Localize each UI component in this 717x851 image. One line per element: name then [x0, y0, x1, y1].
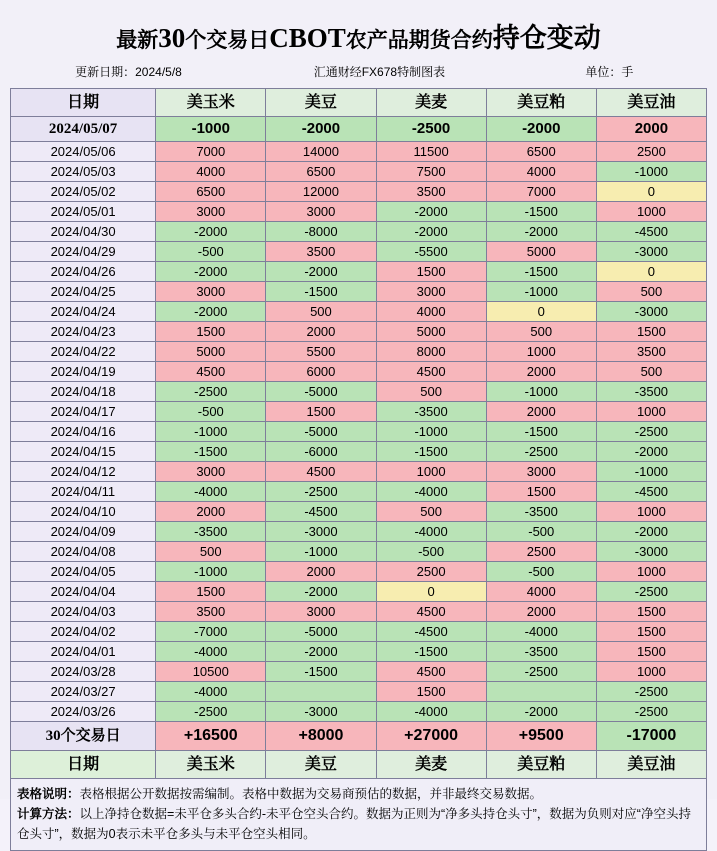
row-value: 1500 — [596, 622, 706, 642]
row-value: -2000 — [266, 262, 376, 282]
row-value: 2000 — [266, 562, 376, 582]
row-date: 2024/04/23 — [11, 322, 156, 342]
row-value: -3000 — [266, 702, 376, 722]
row-value: -5000 — [266, 422, 376, 442]
row-value: 1500 — [266, 402, 376, 422]
row-value — [266, 682, 376, 702]
row-value: -1000 — [596, 462, 706, 482]
row-value: -500 — [486, 562, 596, 582]
row-value: -2000 — [266, 642, 376, 662]
row-value: -3000 — [266, 522, 376, 542]
row-date: 2024/04/19 — [11, 362, 156, 382]
title-part-6: 期货合约 — [408, 28, 493, 52]
row-value: -4500 — [596, 482, 706, 502]
title-part-3: 个交易日 — [185, 28, 270, 52]
row-date: 2024/04/03 — [11, 602, 156, 622]
row-value: 4000 — [156, 162, 266, 182]
row-value: 4500 — [266, 462, 376, 482]
row-value: -1500 — [156, 442, 266, 462]
row-value: -2500 — [596, 582, 706, 602]
row-value: -6000 — [266, 442, 376, 462]
row-value: -2000 — [156, 302, 266, 322]
row-value: 3000 — [156, 202, 266, 222]
update-date: 更新日期：2024/5/8 — [75, 65, 182, 79]
row-value: -2000 — [486, 117, 596, 142]
table-header-row — [11, 89, 707, 117]
row-value: 5500 — [266, 342, 376, 362]
row-value: -3500 — [486, 642, 596, 662]
row-value: 3500 — [376, 182, 486, 202]
table-row — [11, 242, 707, 262]
row-value: 1000 — [596, 662, 706, 682]
table-body — [11, 89, 707, 779]
row-value: 500 — [156, 542, 266, 562]
table-row — [11, 482, 707, 502]
row-value: 5000 — [156, 342, 266, 362]
row-value: 500 — [486, 322, 596, 342]
row-date: 2024/04/02 — [11, 622, 156, 642]
table-row — [11, 322, 707, 342]
sub-header-bar — [10, 61, 707, 88]
row-value: 4000 — [376, 302, 486, 322]
row-value: -4000 — [486, 622, 596, 642]
footer-column-header: 美麦 — [376, 751, 486, 779]
row-value: 7000 — [486, 182, 596, 202]
row-value: -2000 — [156, 222, 266, 242]
row-value: 0 — [376, 582, 486, 602]
row-value: -1500 — [376, 642, 486, 662]
row-value: -2500 — [596, 422, 706, 442]
footer-column-header: 美豆油 — [596, 751, 706, 779]
title-part-7: 持仓变动 — [492, 23, 601, 53]
footer-column-header: 美玉米 — [156, 751, 266, 779]
row-date: 2024/04/01 — [11, 642, 156, 662]
row-value: -1000 — [156, 562, 266, 582]
row-value: -2500 — [486, 662, 596, 682]
row-value: 6500 — [156, 182, 266, 202]
row-value: -7000 — [156, 622, 266, 642]
row-value: -2000 — [376, 222, 486, 242]
row-value: 2000 — [486, 402, 596, 422]
row-date: 2024/04/15 — [11, 442, 156, 462]
row-date: 2024/04/24 — [11, 302, 156, 322]
footer-column-header: 日期 — [11, 751, 156, 779]
row-value: 3500 — [596, 342, 706, 362]
row-value: 1500 — [156, 582, 266, 602]
row-value: -1500 — [266, 662, 376, 682]
table-row — [11, 362, 707, 382]
row-value: 11500 — [376, 142, 486, 162]
row-value: 1500 — [376, 262, 486, 282]
row-value: -4000 — [156, 642, 266, 662]
row-date: 2024/04/05 — [11, 562, 156, 582]
row-value: 2500 — [486, 542, 596, 562]
row-value: -3000 — [596, 542, 706, 562]
table-row — [11, 162, 707, 182]
row-value: -500 — [376, 542, 486, 562]
row-date: 2024/05/06 — [11, 142, 156, 162]
row-value: 3000 — [266, 602, 376, 622]
row-value: 1500 — [596, 602, 706, 622]
row-date: 2024/03/27 — [11, 682, 156, 702]
row-value: -1500 — [486, 202, 596, 222]
row-value: 1000 — [376, 462, 486, 482]
row-date: 2024/04/12 — [11, 462, 156, 482]
total-row — [11, 722, 707, 751]
table-row — [11, 602, 707, 622]
row-value: 5000 — [376, 322, 486, 342]
table-row — [11, 542, 707, 562]
table-row — [11, 622, 707, 642]
row-value: -500 — [486, 522, 596, 542]
row-value: -2500 — [376, 117, 486, 142]
positions-table — [10, 88, 707, 779]
row-value: -4000 — [156, 682, 266, 702]
table-footer-row — [11, 751, 707, 779]
total-value: +27000 — [376, 722, 486, 751]
unit-label: 单位：手 — [585, 65, 634, 79]
row-value: -4500 — [596, 222, 706, 242]
row-date: 2024/05/02 — [11, 182, 156, 202]
table-row — [11, 117, 707, 142]
row-value: -3500 — [486, 502, 596, 522]
row-value: -1000 — [376, 422, 486, 442]
row-value: 10500 — [156, 662, 266, 682]
row-value: -1000 — [156, 117, 266, 142]
row-date: 2024/04/30 — [11, 222, 156, 242]
row-value: 4500 — [376, 602, 486, 622]
row-value: 500 — [376, 382, 486, 402]
title-part-1: 最新 — [116, 28, 159, 52]
row-value: 0 — [596, 182, 706, 202]
row-date: 2024/04/18 — [11, 382, 156, 402]
row-value: -2000 — [266, 582, 376, 602]
table-row — [11, 202, 707, 222]
row-value: -5000 — [266, 382, 376, 402]
footer-column-header: 美豆 — [266, 751, 376, 779]
total-value: +16500 — [156, 722, 266, 751]
row-date: 2024/04/22 — [11, 342, 156, 362]
row-value: 1000 — [596, 402, 706, 422]
table-row — [11, 582, 707, 602]
row-value — [486, 682, 596, 702]
row-value: 2500 — [376, 562, 486, 582]
row-date: 2024/04/11 — [11, 482, 156, 502]
row-value: -4000 — [376, 522, 486, 542]
title-part-4: CBOT — [269, 23, 346, 53]
row-date: 2024/03/26 — [11, 702, 156, 722]
row-value: 2000 — [596, 117, 706, 142]
row-value: -4500 — [266, 502, 376, 522]
row-value: 2000 — [156, 502, 266, 522]
row-value: -3500 — [156, 522, 266, 542]
row-value: -2500 — [596, 682, 706, 702]
row-value: -1000 — [596, 162, 706, 182]
row-value: 1500 — [596, 642, 706, 662]
row-value: 4000 — [486, 162, 596, 182]
table-row — [11, 422, 707, 442]
row-value: 12000 — [266, 182, 376, 202]
row-value: 500 — [596, 282, 706, 302]
row-value: -2000 — [266, 117, 376, 142]
row-value: 1000 — [596, 562, 706, 582]
row-value: -500 — [156, 402, 266, 422]
row-value: -3500 — [376, 402, 486, 422]
table-row — [11, 442, 707, 462]
row-date: 2024/04/29 — [11, 242, 156, 262]
table-row — [11, 402, 707, 422]
row-value: -2500 — [266, 482, 376, 502]
row-value: 1500 — [376, 682, 486, 702]
row-value: 500 — [376, 502, 486, 522]
row-value: -2000 — [486, 222, 596, 242]
table-row — [11, 382, 707, 402]
notes-line-1-label: 表格说明： — [17, 787, 80, 801]
title-part-2: 30 — [158, 23, 186, 53]
row-value: 3000 — [266, 202, 376, 222]
row-value: -3000 — [596, 242, 706, 262]
row-date: 2024/04/09 — [11, 522, 156, 542]
row-date: 2024/04/25 — [11, 282, 156, 302]
row-value: 3500 — [156, 602, 266, 622]
row-value: 1000 — [596, 202, 706, 222]
row-date: 2024/03/28 — [11, 662, 156, 682]
row-value: -3500 — [596, 382, 706, 402]
row-value: -4000 — [156, 482, 266, 502]
row-value: -1500 — [376, 442, 486, 462]
row-value: -3000 — [596, 302, 706, 322]
table-row — [11, 342, 707, 362]
row-value: 4500 — [376, 362, 486, 382]
row-value: 1000 — [596, 502, 706, 522]
row-value: -2000 — [596, 442, 706, 462]
page-title — [10, 8, 707, 61]
row-value: 1500 — [486, 482, 596, 502]
row-value: -2500 — [596, 702, 706, 722]
table-row — [11, 302, 707, 322]
row-value: 0 — [596, 262, 706, 282]
row-value: -2000 — [156, 262, 266, 282]
row-value: 1000 — [486, 342, 596, 362]
column-header: 美玉米 — [156, 89, 266, 117]
title-part-5: 农产品 — [345, 28, 409, 52]
row-value: 500 — [266, 302, 376, 322]
table-row — [11, 642, 707, 662]
row-value: 5000 — [486, 242, 596, 262]
row-date: 2024/05/07 — [11, 117, 156, 142]
table-row — [11, 662, 707, 682]
row-value: 8000 — [376, 342, 486, 362]
column-header: 美豆 — [266, 89, 376, 117]
row-value: -4500 — [376, 622, 486, 642]
row-value: -1000 — [486, 382, 596, 402]
column-header: 美豆油 — [596, 89, 706, 117]
row-date: 2024/04/17 — [11, 402, 156, 422]
row-value: 500 — [596, 362, 706, 382]
row-value: 6500 — [486, 142, 596, 162]
row-value: 0 — [486, 302, 596, 322]
row-value: 6000 — [266, 362, 376, 382]
row-value: 4000 — [486, 582, 596, 602]
table-row — [11, 682, 707, 702]
row-value: 7000 — [156, 142, 266, 162]
table-row — [11, 262, 707, 282]
table-row — [11, 142, 707, 162]
row-value: -2500 — [486, 442, 596, 462]
row-date: 2024/05/01 — [11, 202, 156, 222]
row-value: -1000 — [266, 542, 376, 562]
row-value: 14000 — [266, 142, 376, 162]
table-row — [11, 502, 707, 522]
row-value: -1000 — [486, 282, 596, 302]
row-value: 3000 — [156, 282, 266, 302]
footer-column-header: 美豆粕 — [486, 751, 596, 779]
row-date: 2024/04/10 — [11, 502, 156, 522]
row-value: 1500 — [596, 322, 706, 342]
notes-line-2 — [17, 804, 700, 844]
table-row — [11, 282, 707, 302]
notes-line-1-text: 表格根据公开数据按需编制。表格中数据为交易商预估的数据，并非最终交易数据。 — [79, 787, 543, 801]
chart-source: 汇通财经FX678特制图表 — [313, 65, 446, 79]
notes-line-2-label: 计算方法： — [17, 807, 80, 821]
row-date: 2024/04/04 — [11, 582, 156, 602]
row-value: -2500 — [156, 702, 266, 722]
row-value: -5000 — [266, 622, 376, 642]
table-row — [11, 182, 707, 202]
row-value: -500 — [156, 242, 266, 262]
table-row — [11, 522, 707, 542]
row-date: 2024/04/16 — [11, 422, 156, 442]
row-value: 3000 — [156, 462, 266, 482]
table-row — [11, 562, 707, 582]
row-value: -4000 — [376, 482, 486, 502]
total-value: -17000 — [596, 722, 706, 751]
row-value: -2000 — [596, 522, 706, 542]
row-date: 2024/05/03 — [11, 162, 156, 182]
notes-line-2-text: 以上净持仓数据=未平仓多头合约-未平仓空头合约。数据为正则为“净多头持仓头寸”，数据为负则对应“净空头持仓头寸”，数据为0表示未平仓多头与未平仓空头相同。 — [17, 807, 691, 841]
table-row — [11, 222, 707, 242]
row-value: 4500 — [376, 662, 486, 682]
row-date: 2024/04/26 — [11, 262, 156, 282]
row-value: -8000 — [266, 222, 376, 242]
row-value: 2500 — [596, 142, 706, 162]
row-value: -2000 — [486, 702, 596, 722]
column-header: 美麦 — [376, 89, 486, 117]
row-value: -1000 — [156, 422, 266, 442]
row-value: 6500 — [266, 162, 376, 182]
column-header: 日期 — [11, 89, 156, 117]
row-date: 2024/04/08 — [11, 542, 156, 562]
row-value: 2000 — [486, 602, 596, 622]
row-value: -5500 — [376, 242, 486, 262]
row-value: -2000 — [376, 202, 486, 222]
total-value: +8000 — [266, 722, 376, 751]
notes-line-1 — [17, 784, 700, 804]
row-value: -1500 — [486, 262, 596, 282]
row-value: 3500 — [266, 242, 376, 262]
row-value: 4500 — [156, 362, 266, 382]
total-value: +9500 — [486, 722, 596, 751]
row-value: 1500 — [156, 322, 266, 342]
table-row — [11, 702, 707, 722]
total-label: 30个交易日 — [11, 722, 156, 751]
notes-block — [10, 779, 707, 851]
row-value: -1500 — [486, 422, 596, 442]
row-value: 2000 — [486, 362, 596, 382]
row-value: -4000 — [376, 702, 486, 722]
row-value: 2000 — [266, 322, 376, 342]
column-header: 美豆粕 — [486, 89, 596, 117]
row-value: 3000 — [486, 462, 596, 482]
row-value: -1500 — [266, 282, 376, 302]
row-value: 3000 — [376, 282, 486, 302]
row-value: -2500 — [156, 382, 266, 402]
row-value: 7500 — [376, 162, 486, 182]
table-row — [11, 462, 707, 482]
